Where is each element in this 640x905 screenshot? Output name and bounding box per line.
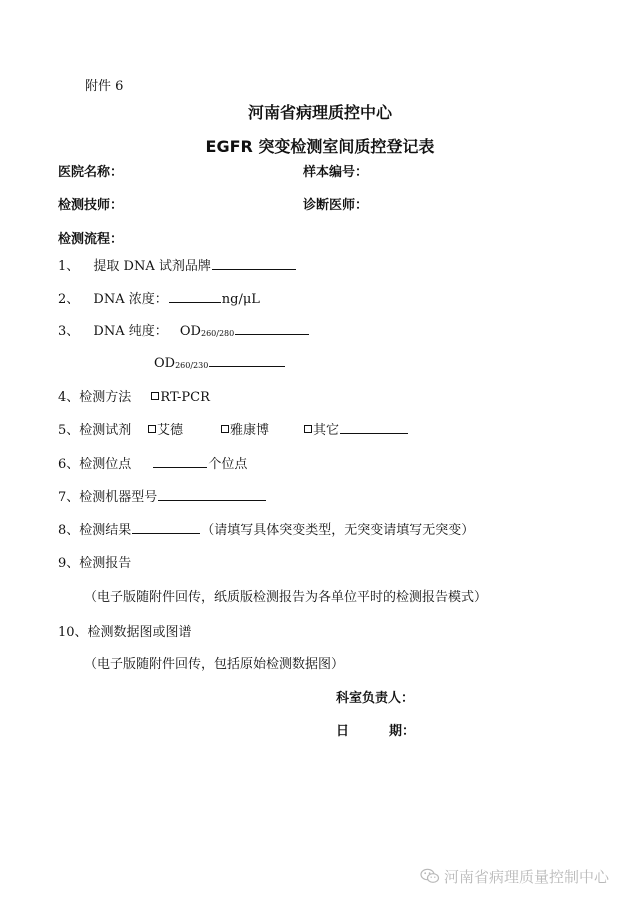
item-7 xyxy=(58,491,267,504)
item-2-blank[interactable] xyxy=(169,301,221,303)
item-3-od1: OD260/280 xyxy=(179,324,235,339)
item-4 xyxy=(58,391,210,404)
date-label-1: 日 xyxy=(336,724,350,739)
hospital-label: 医院名称： xyxy=(58,165,124,180)
sample-label: 样本编号： xyxy=(303,165,369,180)
item-2-unit: ng/μL xyxy=(221,292,260,307)
item-6-text: 6、检测位点 xyxy=(58,457,132,472)
item-2-text: DNA 浓度： xyxy=(93,292,168,307)
item-8 xyxy=(58,524,474,537)
item-5-option-3[interactable]: 其它 xyxy=(304,424,409,437)
item-5-option-2[interactable]: 雅康博 xyxy=(221,424,269,437)
title-main: 河南省病理质控中心 xyxy=(247,103,392,122)
title-sub: EGFR 突变检测室间质控登记表 xyxy=(205,137,435,156)
item-5 xyxy=(58,424,131,437)
watermark xyxy=(420,865,620,887)
item-10-note: （电子版随附件回传，包括原始检测数据图） xyxy=(84,657,345,672)
checkbox-icon[interactable] xyxy=(221,425,229,433)
item-3-text: DNA 纯度： xyxy=(93,324,168,339)
item-3 xyxy=(58,325,310,338)
attachment-label: 附件 6 xyxy=(85,79,124,94)
item-7-blank[interactable] xyxy=(158,499,266,501)
date-label-2: 期： xyxy=(389,724,416,739)
item-5-option-1[interactable]: 艾德 xyxy=(148,424,183,437)
item-6 xyxy=(58,458,247,471)
wechat-logo-icon xyxy=(420,868,440,884)
item-9: 9、检测报告 xyxy=(58,556,132,571)
item-4-option[interactable]: RT-PCR xyxy=(151,390,209,405)
item-8-text: 8、检测结果 xyxy=(58,523,132,538)
item-1-number: 1、 xyxy=(58,259,80,274)
item-9-note: （电子版随附件回传，纸质版检测报告为各单位平时的检测报告模式） xyxy=(84,590,488,605)
checkbox-icon[interactable] xyxy=(304,425,312,433)
item-5-other-blank[interactable] xyxy=(340,432,408,434)
item-2-number: 2、 xyxy=(58,292,80,307)
responsible-label: 科室负责人： xyxy=(336,691,415,706)
item-1-blank[interactable] xyxy=(212,268,296,270)
item-7-text: 7、检测机器型号 xyxy=(58,490,158,505)
item-3-od2-blank[interactable] xyxy=(209,365,285,367)
watermark-text: 河南省病理质量控制中心 xyxy=(444,867,610,886)
technician-label: 检测技师： xyxy=(58,198,124,213)
item-8-note: （请填写具体突变类型，无突变请填写无突变） xyxy=(201,523,475,538)
item-3-od1-blank[interactable] xyxy=(235,333,309,335)
checkbox-icon[interactable] xyxy=(148,425,156,433)
item-1-text: 提取 DNA 试剂品牌 xyxy=(93,259,211,274)
doctor-label: 诊断医师： xyxy=(303,198,369,213)
item-6-unit: 个位点 xyxy=(208,457,248,472)
item-5-text: 5、检测试剂 xyxy=(58,423,132,438)
item-10: 10、检测数据图或图谱 xyxy=(58,625,192,640)
item-3-od2: OD260/230 xyxy=(154,357,286,370)
process-label: 检测流程： xyxy=(58,232,124,247)
item-3-number: 3、 xyxy=(58,324,80,339)
item-6-blank[interactable] xyxy=(153,466,207,468)
item-1 xyxy=(58,260,297,273)
item-8-blank[interactable] xyxy=(132,532,200,534)
checkbox-icon[interactable] xyxy=(151,392,159,400)
item-2 xyxy=(58,293,260,306)
item-4-text: 4、检测方法 xyxy=(58,390,132,405)
